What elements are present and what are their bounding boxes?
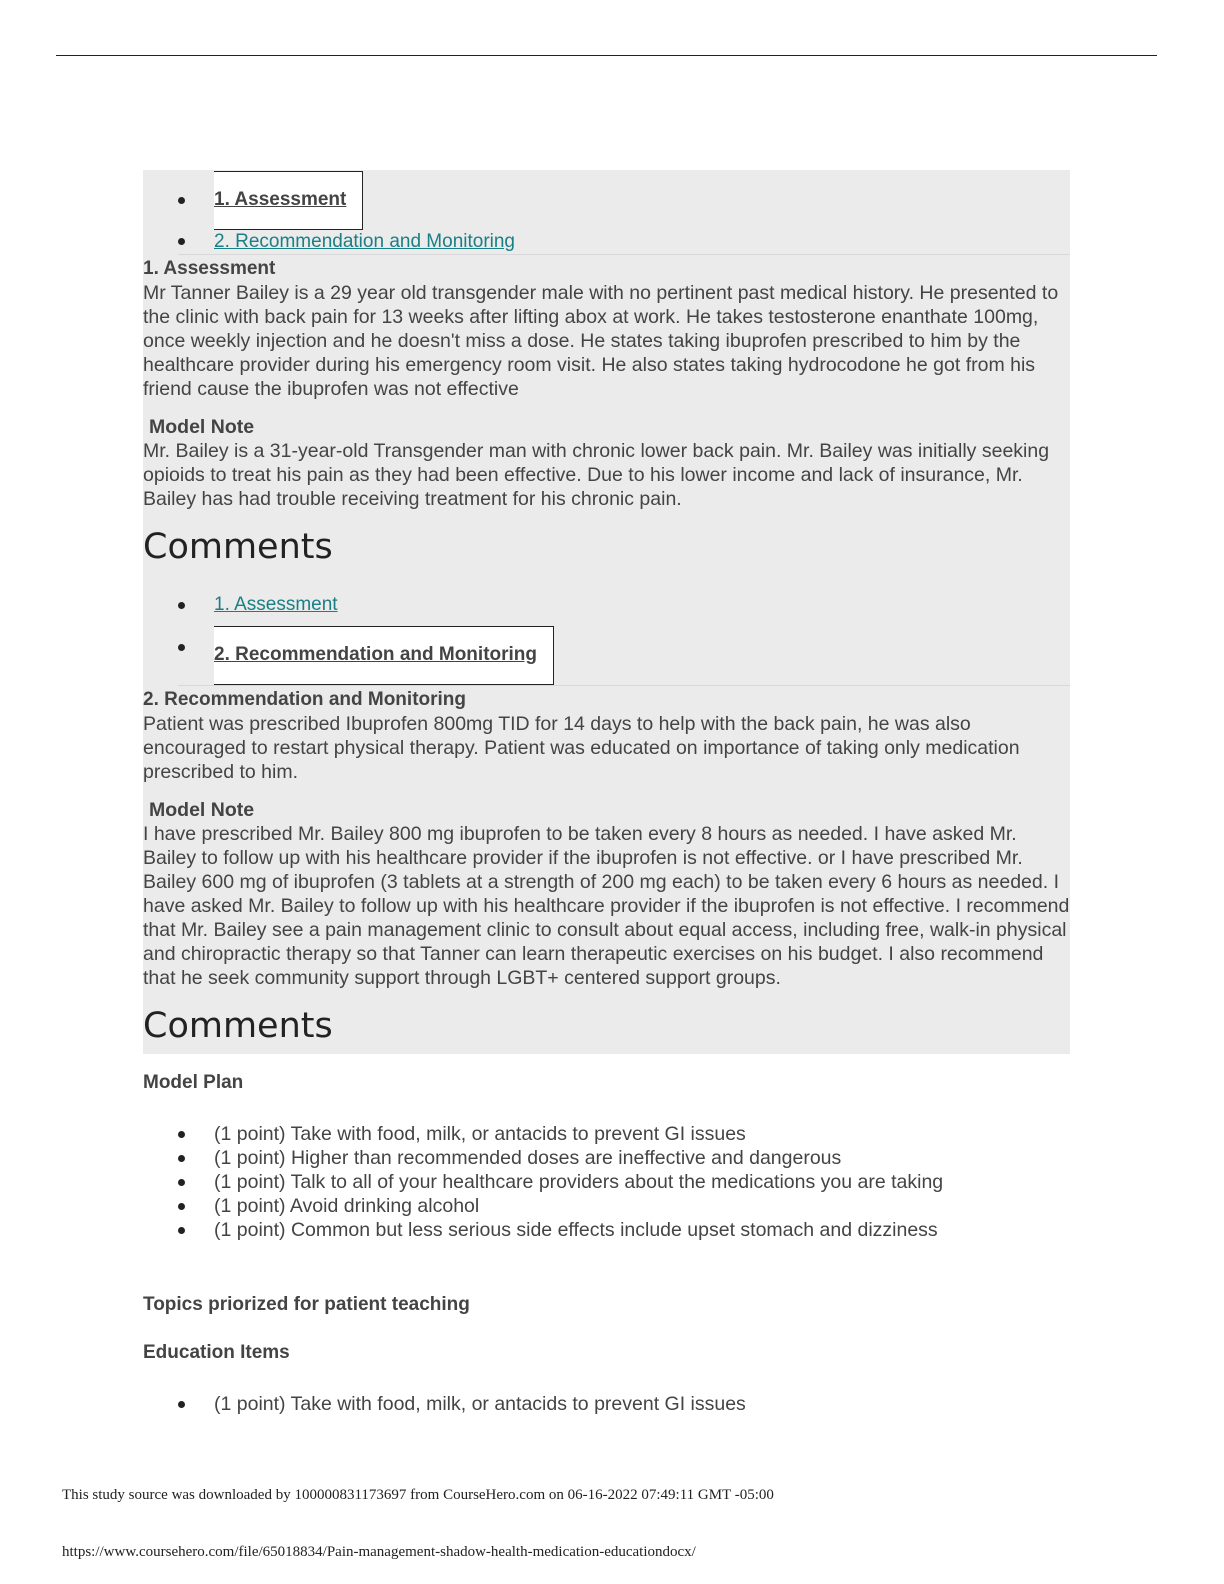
model-note-text: Mr. Bailey is a 31-year-old Transgender man with chronic lower back pain. Mr. Bailey was initially seeking opioids to treat his pain as they had been effective. Due to his lower income and lack of insurance, Mr. Bailey has had trouble receiving treatment for his chronic pain.	[143, 440, 1050, 510]
tab-assessment[interactable]	[178, 170, 1070, 230]
recommendation-heading: 2. Recommendation and Monitoring	[143, 689, 467, 710]
download-notice: This study source was downloaded by 100000831173697 from CourseHero.com on 06-16-2022 07:49:11 GMT -05:00	[62, 1487, 774, 1503]
model-note-label: Model Note	[149, 799, 255, 821]
bullet-icon	[178, 1155, 185, 1162]
assessment-panel	[143, 170, 1070, 575]
tab-assessment-link[interactable]: 1. Assessment	[214, 594, 338, 615]
education-list	[143, 1392, 1070, 1416]
tab-recommendation-label[interactable]: 2. Recommendation and Monitoring	[214, 626, 554, 685]
recommendation-text: Patient was prescribed Ibuprofen 800mg TID for 14 days to help with the back pain, he was also encouraged to restart physical therapy. Patient was educated on importance of taking only medication prescribed to him.	[143, 713, 1020, 783]
tab-list	[178, 170, 1070, 255]
tab-recommendation[interactable]	[178, 619, 1070, 685]
assessment-text: Mr Tanner Bailey is a 29 year old transgender male with no pertinent past medical history. He presented to the clinic with back pain for 13 weeks after lifting abox at work. He takes testosterone enanthate 100mg, once weekly injection and he doesn't miss a dose. He states taking ibuprofen prescribed to him by the healthcare provider during his emergency room visit. He also states taking hydrocodone he got from his friend cause the ibuprofen was not effective	[143, 282, 1059, 400]
model-plan-list	[143, 1122, 1070, 1242]
tab-assessment-label[interactable]: 1. Assessment	[214, 171, 363, 230]
bullet-icon	[178, 1131, 185, 1138]
tab-recommendation[interactable]	[178, 230, 1070, 254]
bullet-icon	[178, 644, 185, 651]
bullet-icon	[178, 1227, 185, 1234]
bullet-icon	[178, 1179, 185, 1186]
model-plan-heading: Model Plan	[143, 1072, 244, 1093]
bullet-icon	[178, 602, 185, 609]
bullet-icon	[178, 197, 185, 204]
list-item: (1 point) Avoid drinking alcohol	[143, 1194, 1070, 1218]
recommendation-panel	[143, 575, 1070, 686]
education-heading: Education Items	[143, 1342, 290, 1363]
tab-assessment[interactable]	[178, 575, 1070, 619]
list-item: (1 point) Higher than recommended doses are ineffective and dangerous	[143, 1146, 1070, 1170]
tab-list	[178, 575, 1070, 686]
list-item: (1 point) Talk to all of your healthcare providers about the medications you are taking	[143, 1170, 1070, 1194]
tab-recommendation-link[interactable]: 2. Recommendation and Monitoring	[214, 231, 516, 252]
model-note-label: Model Note	[149, 416, 255, 438]
list-item: (1 point) Take with food, milk, or antacids to prevent GI issues	[143, 1392, 1070, 1416]
model-note-text: I have prescribed Mr. Bailey 800 mg ibuprofen to be taken every 8 hours as needed. I have asked Mr. Bailey to follow up with his healthcare provider if the ibuprofen is not effective. or I have prescribed Mr. Bailey 600 mg of ibuprofen (3 tablets at a strength of 200 mg each) to be taken every 6 hours as needed. I have asked Mr. Bailey to follow up with his healthcare provider if the ibuprofen is not effective. I recommend that Mr. Bailey see a pain management clinic to consult about equal access, including free, walk-in physical and chiropractic therapy so that Tanner can learn therapeutic exercises on his budget. I also recommend that he seek community support through LGBT+ centered support groups.	[143, 823, 1070, 989]
list-item: (1 point) Common but less serious side effects include upset stomach and dizziness	[143, 1218, 1070, 1242]
top-rule	[56, 55, 1157, 56]
bullet-icon	[178, 1203, 185, 1210]
bullet-icon	[178, 1401, 185, 1408]
recommendation-content	[143, 686, 1070, 1054]
comments-heading: Comments	[143, 527, 333, 567]
source-url[interactable]: https://www.coursehero.com/file/65018834/Pain-management-shadow-health-medication-educationdocx/	[62, 1544, 696, 1560]
list-item: (1 point) Take with food, milk, or antacids to prevent GI issues	[143, 1122, 1070, 1146]
topics-heading: Topics priorized for patient teaching	[143, 1294, 470, 1315]
comments-heading: Comments	[143, 1006, 333, 1046]
document-body	[143, 170, 1070, 1416]
assessment-heading: 1. Assessment	[143, 258, 276, 279]
bullet-icon	[178, 238, 185, 245]
